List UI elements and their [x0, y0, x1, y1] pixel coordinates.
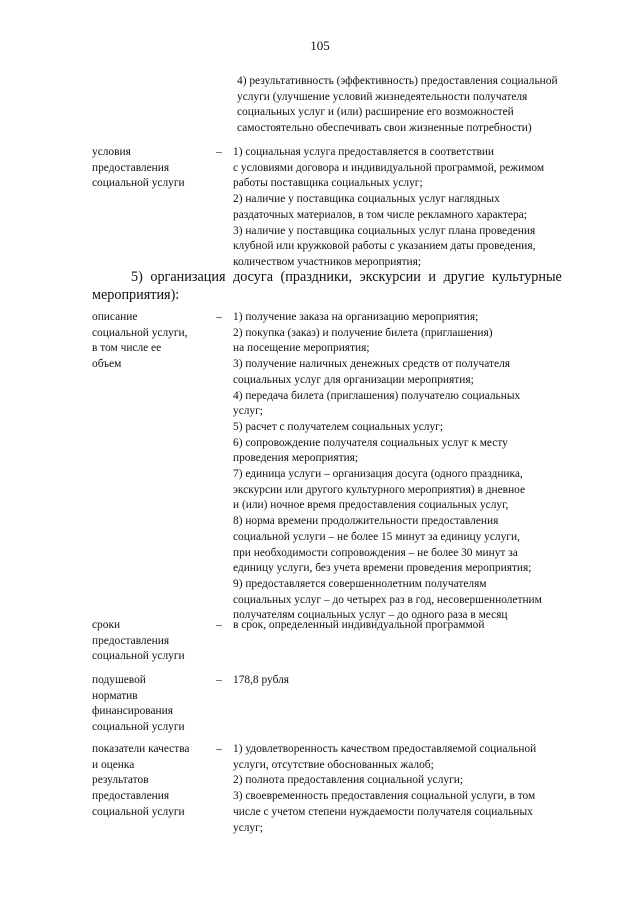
text-line: работы поставщика социальных услуг;	[233, 177, 423, 190]
text-line: 4) передача билета (приглашения) получателю социальных	[233, 389, 521, 402]
term-line: предоставления	[92, 161, 170, 174]
text-line: клубной или кружковой работы с указанием даты проведения,	[233, 240, 536, 253]
text-line: 3) наличие у поставщика социальных услуг плана проведения	[233, 224, 536, 237]
text-line: проведения мероприятия;	[233, 452, 359, 465]
term-line: описание	[92, 311, 138, 323]
text-line: 9) предоставляется совершеннолетним получателям	[233, 577, 487, 590]
row-term	[92, 310, 212, 373]
term-line: и оценка	[92, 758, 135, 771]
term-line: показатели качества	[92, 743, 190, 755]
text-line: услуг;	[233, 821, 263, 834]
term-line: объем	[92, 358, 122, 371]
text-line: 5) расчет с получателем социальных услуг;	[233, 420, 444, 433]
text-line: 2) наличие у поставщика социальных услуг наглядных	[233, 193, 500, 206]
term-line: условия	[92, 146, 131, 158]
heading-line: 5) организация досуга (праздники, экскурсии и другие культурные	[131, 269, 562, 285]
row-term	[92, 673, 212, 736]
text-line: в срок, определенный индивидуальной программой	[233, 619, 485, 631]
dash-separator: –	[216, 674, 222, 686]
term-line: предоставления	[92, 790, 170, 803]
dash-separator: –	[216, 311, 222, 323]
row-term	[92, 742, 212, 821]
row-term	[92, 145, 212, 192]
term-line: финансирования	[92, 705, 173, 718]
text-line: 2) полнота предоставления социальной услуги;	[233, 774, 464, 787]
row-description	[233, 673, 603, 689]
term-line: в том числе ее	[92, 342, 162, 355]
term-line: социальной услуги	[92, 805, 185, 818]
intro-text	[237, 74, 597, 137]
text-line: экскурсии или другого культурного мероприятия) в дневное	[233, 483, 526, 496]
row-description	[233, 310, 603, 624]
text-line: на посещение мероприятия;	[233, 342, 370, 355]
term-line: предоставления	[92, 634, 170, 647]
text-line: самостоятельно обеспечивать свои жизненные потребности)	[237, 122, 532, 135]
text-line: 1) удовлетворенность качеством предоставляемой социальной	[233, 743, 537, 755]
term-line: социальной услуги	[92, 650, 185, 663]
text-line: социальных услуг для организации мероприятия;	[233, 373, 474, 386]
row-term	[92, 618, 212, 665]
text-line: раздаточных материалов, в том числе рекламного характера;	[233, 208, 527, 221]
text-line: получателям социальных услуг – до одного раза в месяц	[233, 609, 508, 622]
term-line: норматив	[92, 689, 138, 702]
text-line: 3) получение наличных денежных средств от получателя	[233, 358, 511, 371]
financing-value: 178,8 рубля	[233, 674, 290, 686]
text-line: 7) единица услуги – организация досуга (одного праздника,	[233, 468, 523, 481]
page-number: 105	[310, 38, 330, 53]
text-line: социальных услуг и (или) расширение его возможностей	[237, 106, 514, 119]
text-line: 6) сопровождение получателя социальных услуг к месту	[233, 436, 508, 449]
text-line: социальной услуги – не более 15 минут за единицу услуги,	[233, 530, 520, 543]
row-description	[233, 618, 603, 634]
text-line: 4) результативность (эффективность) предоставления социальной	[237, 75, 558, 87]
text-line: с условиями договора и индивидуальной программой, режимом	[233, 161, 545, 174]
text-line: числе с учетом степени нуждаемости получателя социальных	[233, 805, 533, 818]
term-line: результатов	[92, 774, 149, 787]
row-description	[233, 742, 603, 836]
term-line: подушевой	[92, 674, 146, 686]
text-line: социальных услуг – до четырех раз в год, несовершеннолетним	[233, 593, 542, 606]
text-line: 2) покупка (заказ) и получение билета (приглашения)	[233, 326, 493, 339]
section-heading	[92, 268, 592, 304]
text-line: услуг;	[233, 405, 263, 418]
text-line: 8) норма времени продолжительности предоставления	[233, 515, 499, 528]
text-line: 3) своевременность предоставления социальной услуги, в том	[233, 790, 536, 803]
text-line: услуги (улучшение условий жизнедеятельности получателя	[237, 90, 528, 103]
term-line: сроки	[92, 619, 121, 631]
text-line: количеством участников мероприятия;	[233, 255, 422, 268]
heading-line: мероприятия):	[92, 287, 180, 303]
term-line: социальной услуги	[92, 177, 185, 190]
text-line: при необходимости сопровождения – не более 30 минут за	[233, 546, 518, 559]
term-line: социальной услуги,	[92, 326, 188, 339]
text-line: единицу услуги, без учета времени проведения мероприятия;	[233, 562, 532, 575]
row-description	[233, 145, 603, 271]
text-line: 1) социальная услуга предоставляется в соответствии	[233, 146, 495, 158]
term-line: социальной услуги	[92, 721, 185, 734]
dash-separator: –	[216, 146, 222, 158]
text-line: услуги, отсутствие обоснованных жалоб;	[233, 758, 434, 771]
text-line: 1) получение заказа на организацию мероприятия;	[233, 311, 479, 323]
text-line: и (или) ночное время предоставления социальных услуг,	[233, 499, 509, 512]
dash-separator: –	[216, 743, 222, 755]
dash-separator: –	[216, 619, 222, 631]
